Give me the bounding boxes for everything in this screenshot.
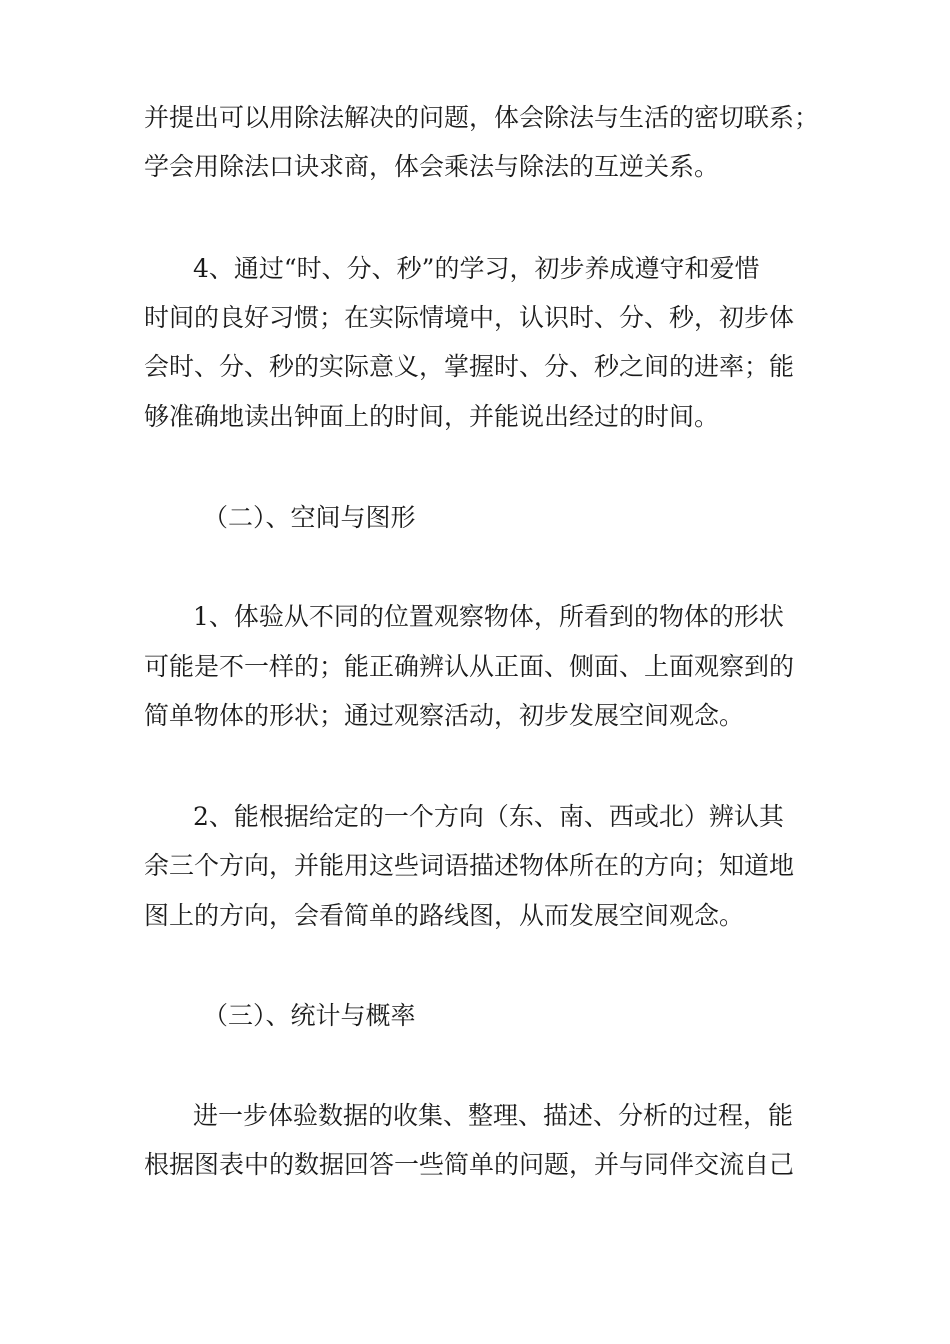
section-heading: （二）、空间与图形 <box>203 503 416 532</box>
paragraph-line: 根据图表中的数据回答一些简单的问题，并与同伴交流自己 <box>144 1150 795 1179</box>
paragraph-line: 简单物体的形状；通过观察活动，初步发展空间观念。 <box>144 701 745 730</box>
paragraph-line: 会时、分、秒的实际意义，掌握时、分、秒之间的进率；能 <box>144 352 795 381</box>
paragraph-line: 1、体验从不同的位置观察物体，所看到的物体的形状 <box>193 602 784 631</box>
paragraph-line: 图上的方向，会看简单的路线图，从而发展空间观念。 <box>144 901 745 930</box>
paragraph-line: 学会用除法口诀求商，体会乘法与除法的互逆关系。 <box>144 152 720 181</box>
paragraph-line: 余三个方向，并能用这些词语描述物体所在的方向；知道地 <box>144 851 795 880</box>
paragraph-line: 时间的良好习惯；在实际情境中，认识时、分、秒，初步体 <box>144 303 795 332</box>
paragraph-line: 并提出可以用除法解决的问题，体会除法与生活的密切联系； <box>144 103 820 132</box>
paragraph-line: 4、通过“时、分、秒”的学习，初步养成遵守和爱惜 <box>193 254 760 283</box>
paragraph-line: 2、能根据给定的一个方向（东、南、西或北）辨认其 <box>193 802 784 831</box>
paragraph-line: 进一步体验数据的收集、整理、描述、分析的过程，能 <box>193 1101 794 1130</box>
section-heading: （三）、统计与概率 <box>203 1001 416 1030</box>
paragraph-line: 够准确地读出钟面上的时间，并能说出经过的时间。 <box>144 402 720 431</box>
paragraph-line: 可能是不一样的；能正确辨认从正面、侧面、上面观察到的 <box>144 652 795 681</box>
